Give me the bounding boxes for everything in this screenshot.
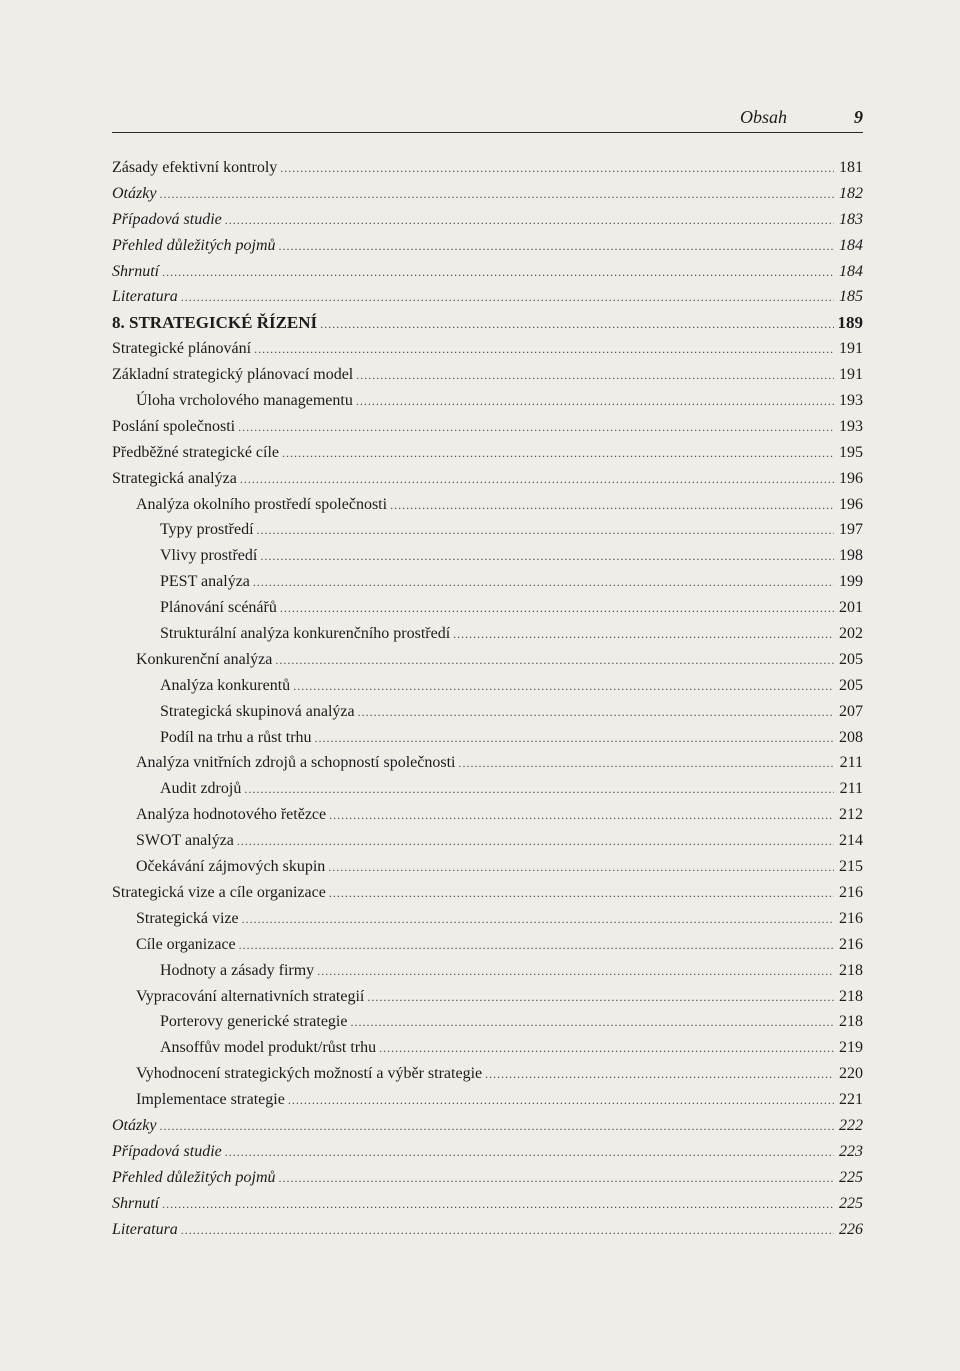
toc-entry-page: 182 — [839, 184, 863, 202]
toc-entry-label: Vyhodnocení strategických možností a výběr strategie — [136, 1065, 483, 1083]
toc-entry — [112, 1165, 863, 1191]
toc-entry-page: 216 — [839, 883, 863, 901]
dot-leader — [317, 959, 834, 985]
toc-entry-label: Podíl na trhu a růst trhu — [160, 728, 312, 746]
dot-leader — [237, 829, 834, 855]
toc-entry-label: Analýza vnitřních zdrojů a schopností společnosti — [136, 754, 456, 772]
toc-entry — [112, 802, 863, 828]
toc-entry — [112, 233, 863, 259]
toc-entry-label: Vypracování alternativních strategií — [136, 987, 365, 1005]
page-header — [112, 104, 863, 133]
toc-entry-page: 218 — [839, 961, 863, 979]
dot-leader — [242, 907, 834, 933]
dot-leader — [238, 415, 834, 441]
toc-entry — [112, 725, 863, 751]
toc-entry-page: 191 — [839, 366, 863, 384]
dot-leader — [159, 1114, 834, 1140]
toc-entry-page: 214 — [839, 832, 863, 850]
toc-entry — [112, 259, 863, 285]
toc-entry — [112, 1087, 863, 1113]
toc-entry — [112, 517, 863, 543]
toc-entry — [112, 1061, 863, 1087]
dot-leader — [244, 777, 834, 803]
toc-entry — [112, 1009, 863, 1035]
dot-leader — [181, 285, 834, 311]
toc-entry-page: 185 — [839, 288, 863, 306]
dot-leader — [162, 260, 834, 286]
dot-leader — [293, 674, 834, 700]
toc-entry-page: 205 — [839, 676, 863, 694]
dot-leader — [257, 518, 834, 544]
dot-leader — [350, 1010, 834, 1036]
toc-entry — [112, 362, 863, 388]
dot-leader — [379, 1036, 834, 1062]
toc-entry-page: 221 — [839, 1091, 863, 1109]
dot-leader — [162, 1192, 834, 1218]
dot-leader — [254, 337, 834, 363]
dot-leader — [390, 493, 834, 519]
toc-entry-label: Strategické plánování — [112, 340, 252, 358]
toc-entry-label: Audit zdrojů — [160, 780, 242, 798]
dot-leader — [356, 389, 834, 415]
toc-entry-page: 197 — [839, 521, 863, 539]
toc-entry-label: Strategická vize a cíle organizace — [112, 883, 326, 901]
dot-leader — [458, 751, 834, 777]
dot-leader — [280, 156, 834, 182]
toc-entry-page: 215 — [839, 858, 863, 876]
toc-entry-page: 184 — [839, 262, 863, 280]
toc-entry-label: Typy prostředí — [160, 521, 254, 539]
toc-entry-label: Analýza okolního prostředí společnosti — [136, 495, 388, 513]
dot-leader — [279, 234, 834, 260]
toc-entry — [112, 854, 863, 880]
toc-entry — [112, 336, 863, 362]
toc-entry — [112, 932, 863, 958]
toc-entry-label: Poslání společnosti — [112, 417, 236, 435]
dot-leader — [240, 467, 834, 493]
toc-entry-page: 193 — [839, 417, 863, 435]
toc-entry-label: Cíle organizace — [136, 935, 236, 953]
toc-entry-page: 220 — [839, 1065, 863, 1083]
toc-entry-page: 223 — [839, 1142, 863, 1160]
toc-entry-label: Literatura — [112, 1220, 178, 1238]
dot-leader — [288, 1088, 834, 1114]
dot-leader — [260, 544, 834, 570]
toc-entry-page: 218 — [839, 1013, 863, 1031]
dot-leader — [367, 985, 834, 1011]
section-title: Obsah — [740, 107, 788, 127]
toc-entry-label: Případová studie — [112, 210, 222, 228]
toc-entry — [112, 1113, 863, 1139]
table-of-contents — [112, 155, 863, 1242]
toc-entry — [112, 906, 863, 932]
toc-entry-label: Základní strategický plánovací model — [112, 366, 354, 384]
dot-leader — [181, 1218, 834, 1244]
dot-leader — [485, 1062, 834, 1088]
toc-entry-page: 196 — [839, 469, 863, 487]
toc-entry-label: Analýza konkurentů — [160, 676, 291, 694]
dot-leader — [280, 596, 834, 622]
toc-entry-label: Vlivy prostředí — [160, 547, 258, 565]
toc-entry-page: 225 — [839, 1168, 863, 1186]
toc-entry — [112, 1191, 863, 1217]
toc-entry — [112, 699, 863, 725]
toc-entry-label: Přehled důležitých pojmů — [112, 1168, 276, 1186]
dot-leader — [253, 570, 834, 596]
toc-entry-label: Strukturální analýza konkurenčního prostředí — [160, 625, 451, 643]
toc-entry — [112, 492, 863, 518]
toc-entry — [112, 958, 863, 984]
dot-leader — [329, 881, 834, 907]
toc-entry-page: 196 — [839, 495, 863, 513]
toc-entry-page: 183 — [839, 210, 863, 228]
toc-entry-page: 198 — [839, 547, 863, 565]
toc-entry-label: Zásady efektivní kontroly — [112, 159, 278, 176]
toc-entry-page: 199 — [839, 573, 863, 591]
toc-chapter-heading — [112, 310, 863, 336]
toc-entry — [112, 569, 863, 595]
toc-entry-label: Hodnoty a zásady firmy — [160, 961, 315, 979]
toc-entry — [112, 750, 863, 776]
toc-entry — [112, 284, 863, 310]
toc-entry-page: 208 — [839, 728, 863, 746]
toc-entry — [112, 414, 863, 440]
toc-entry-label: Otázky — [112, 1116, 157, 1134]
toc-entry — [112, 466, 863, 492]
toc-entry — [112, 880, 863, 906]
toc-entry — [112, 1217, 863, 1243]
toc-entry-page: 202 — [839, 625, 863, 643]
dot-leader — [356, 363, 834, 389]
toc-entry-page: 219 — [839, 1039, 863, 1057]
toc-entry-label: Konkurenční analýza — [136, 650, 273, 668]
toc-entry-page: 212 — [839, 806, 863, 824]
toc-entry — [112, 621, 863, 647]
toc-entry — [112, 440, 863, 466]
toc-entry-label: Shrnutí — [112, 262, 160, 280]
dot-leader — [275, 648, 834, 674]
toc-entry — [112, 155, 863, 181]
toc-entry-label: Úloha vrcholového managementu — [136, 392, 353, 410]
toc-entry — [112, 595, 863, 621]
toc-entry-page: 191 — [839, 340, 863, 358]
toc-entry-label: SWOT analýza — [136, 832, 234, 850]
dot-leader — [225, 1140, 834, 1166]
toc-entry-page: 195 — [839, 443, 863, 461]
toc-entry-page: 184 — [839, 236, 863, 254]
toc-entry — [112, 1035, 863, 1061]
toc-entry-label: Strategická skupinová analýza — [160, 702, 355, 720]
toc-entry — [112, 388, 863, 414]
dot-leader — [329, 803, 834, 829]
toc-entry-page: 207 — [839, 702, 863, 720]
toc-entry-label: Porterovy generické strategie — [160, 1013, 348, 1031]
toc-entry-label: Implementace strategie — [136, 1091, 285, 1109]
dot-leader — [282, 441, 834, 467]
toc-entry-page: 225 — [839, 1194, 863, 1212]
toc-entry-page: 211 — [839, 780, 863, 798]
toc-entry — [112, 1139, 863, 1165]
toc-entry-page: 218 — [839, 987, 863, 1005]
toc-entry-label: Literatura — [112, 288, 178, 306]
toc-entry-page: 201 — [839, 599, 863, 617]
dot-leader — [358, 700, 834, 726]
toc-entry — [112, 543, 863, 569]
dot-leader — [315, 726, 834, 752]
toc-entry-label: Strategická vize — [136, 909, 239, 927]
toc-entry-page: 216 — [839, 935, 863, 953]
toc-entry-label: Otázky — [112, 184, 157, 202]
dot-leader — [320, 312, 834, 338]
toc-entry-page: 193 — [839, 392, 863, 410]
toc-entry-label: 8. STRATEGICKÉ ŘÍZENÍ — [112, 313, 318, 333]
toc-entry-label: Případová studie — [112, 1142, 222, 1160]
toc-entry — [112, 984, 863, 1010]
toc-entry-page: 216 — [839, 909, 863, 927]
toc-entry-label: Analýza hodnotového řetězce — [136, 806, 327, 824]
dot-leader — [225, 208, 834, 234]
toc-entry-page: 222 — [839, 1116, 863, 1134]
toc-entry — [112, 647, 863, 673]
toc-entry — [112, 181, 863, 207]
toc-entry-label: PEST analýza — [160, 573, 250, 591]
toc-entry-label: Strategická analýza — [112, 469, 237, 487]
toc-entry-page: 211 — [839, 754, 863, 772]
toc-entry — [112, 673, 863, 699]
toc-entry-label: Předběžné strategické cíle — [112, 443, 280, 461]
toc-entry-page: 189 — [837, 313, 863, 333]
dot-leader — [239, 933, 834, 959]
toc-entry-page: 205 — [839, 650, 863, 668]
dot-leader — [159, 182, 834, 208]
page-number: 9 — [854, 107, 863, 127]
toc-entry — [112, 207, 863, 233]
toc-entry-label: Ansoffův model produkt/růst trhu — [160, 1039, 377, 1057]
toc-entry — [112, 828, 863, 854]
toc-entry-label: Očekávání zájmových skupin — [136, 858, 326, 876]
toc-entry-label: Shrnutí — [112, 1194, 160, 1212]
toc-entry-page: 226 — [839, 1220, 863, 1238]
toc-entry-label: Přehled důležitých pojmů — [112, 236, 276, 254]
toc-entry-page: 181 — [839, 159, 863, 176]
dot-leader — [453, 622, 834, 648]
toc-entry-label: Plánování scénářů — [160, 599, 277, 617]
dot-leader — [328, 855, 834, 881]
dot-leader — [279, 1166, 834, 1192]
toc-entry — [112, 776, 863, 802]
